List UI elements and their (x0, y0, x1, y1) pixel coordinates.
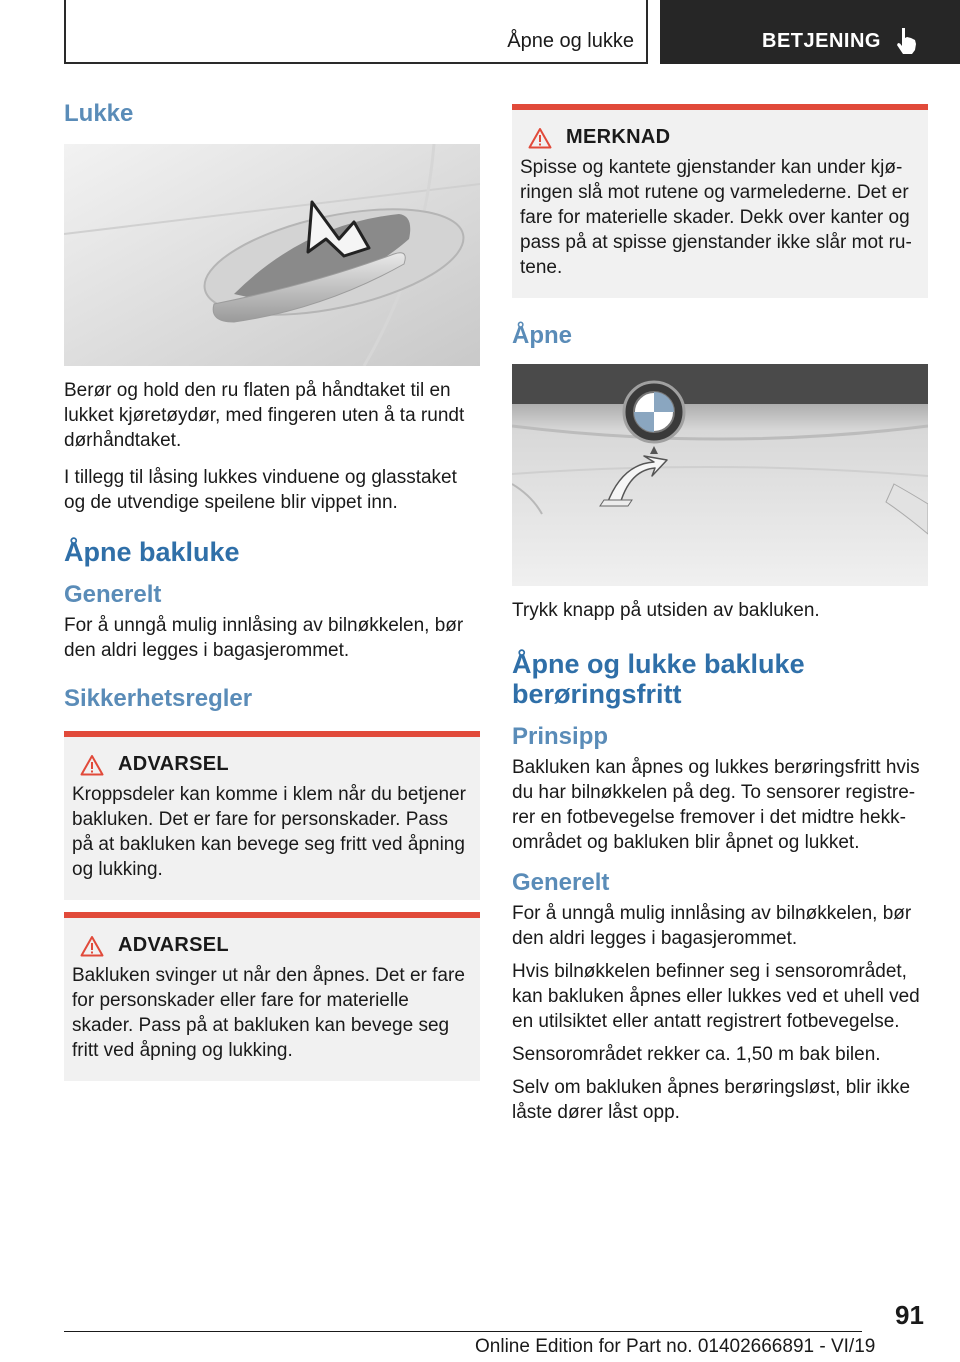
section-label: BETJENING (762, 30, 881, 52)
warning-text-1: Kroppsdeler kan komme i klem når du betjener bakluken. Det er fare for personskader. Pass på at bakluken kan bevege seg fritt ved åpning og lukking. (72, 784, 466, 881)
paragraph-hvis: Hvis bilnøkkelen befinner seg i sensorområdet, kan bakluken åpnes eller lukkes ved et uhell ved en utilsiktet eller antatt registrert fotbevegelse. (512, 961, 920, 1033)
heading-sikkerhetsregler: Sikkerhetsregler (64, 685, 253, 713)
heading-beroringsfritt: Åpne og lukke bakluke berøringsfritt (512, 649, 805, 710)
warning-triangle-icon (528, 127, 552, 149)
paragraph-trykk: Trykk knapp på utsiden av bakluken. (512, 600, 820, 621)
heading-generelt-left: Generelt (64, 581, 162, 609)
page-number: 91 (895, 1300, 924, 1330)
notice-box (512, 104, 928, 298)
warning-title-1: ADVARSEL (118, 753, 229, 776)
paragraph-beror: Berør og hold den ru flaten på håndtaket til en lukket kjøretøydør, med fingeren uten å ta rundt dørhåndtaket. (64, 380, 465, 451)
warning-triangle-icon (80, 935, 104, 957)
section-tab (660, 0, 960, 64)
notice-title: MERKNAD (566, 126, 671, 148)
warning-box-2 (64, 912, 480, 1081)
footer-divider (64, 1331, 862, 1332)
warning-box-1 (64, 731, 480, 900)
door-handle-photo (64, 144, 480, 366)
paragraph-prinsipp: Bakluken kan åpnes og lukkes berøringsfritt hvis du har bilnøkkelen på deg. To sensorer registre-rer en fotbevegelse fremover i det midtre hekk-området og bakluken blir åpnet og lukket. (512, 757, 920, 854)
paragraph-tillegg: I tillegg til låsing lukkes vinduene og glasstaket og de utvendige speilene blir vippet inn. (64, 467, 457, 513)
notice-text: Spisse og kantete gjenstander kan under kjø-ringen slå mot rutene og varmelederne. Det er fare for materielle skader. Dekk over kanter og pass på at spisse gjenstander ikke slår mot ru-tene. (520, 157, 912, 278)
heading-lukke: Lukke (64, 100, 134, 127)
left-column (64, 100, 480, 1081)
paragraph-sensor: Sensorområdet rekker ca. 1,50 m bak bilen. (512, 1044, 881, 1066)
warning-text-2: Bakluken svinger ut når den åpnes. Det er fare for personskader eller fare for materielle skader. Pass på at bakluken kan bevege seg fritt ved åpning og lukking. (72, 965, 465, 1062)
tailgate-button-photo (512, 364, 928, 586)
header-bar (64, 0, 648, 64)
hand-pointer-icon (894, 26, 920, 56)
heading-generelt-right: Generelt (512, 869, 610, 897)
header-title: Åpne og lukke (507, 30, 634, 52)
heading-prinsipp: Prinsipp (512, 723, 609, 751)
paragraph-generelt-right: For å unngå mulig innlåsing av bilnøkkelen, bør den aldri legges i bagasjerommet. (512, 903, 912, 950)
heading-apne-bakluke: Åpne bakluke (64, 537, 240, 567)
warning-triangle-icon (80, 754, 104, 776)
heading-apne: Åpne (512, 322, 572, 349)
warning-title-2: ADVARSEL (118, 934, 229, 957)
paragraph-generelt-left: For å unngå mulig innlåsing av bilnøkkelen, bør den aldri legges i bagasjerommet. (64, 615, 464, 662)
paragraph-selv: Selv om bakluken åpnes berøringsløst, blir ikke låste dører låst opp. (512, 1077, 911, 1124)
footer-edition: Online Edition for Part no. 01402666891 - VI/19 (475, 1336, 876, 1357)
right-column (512, 100, 928, 1125)
